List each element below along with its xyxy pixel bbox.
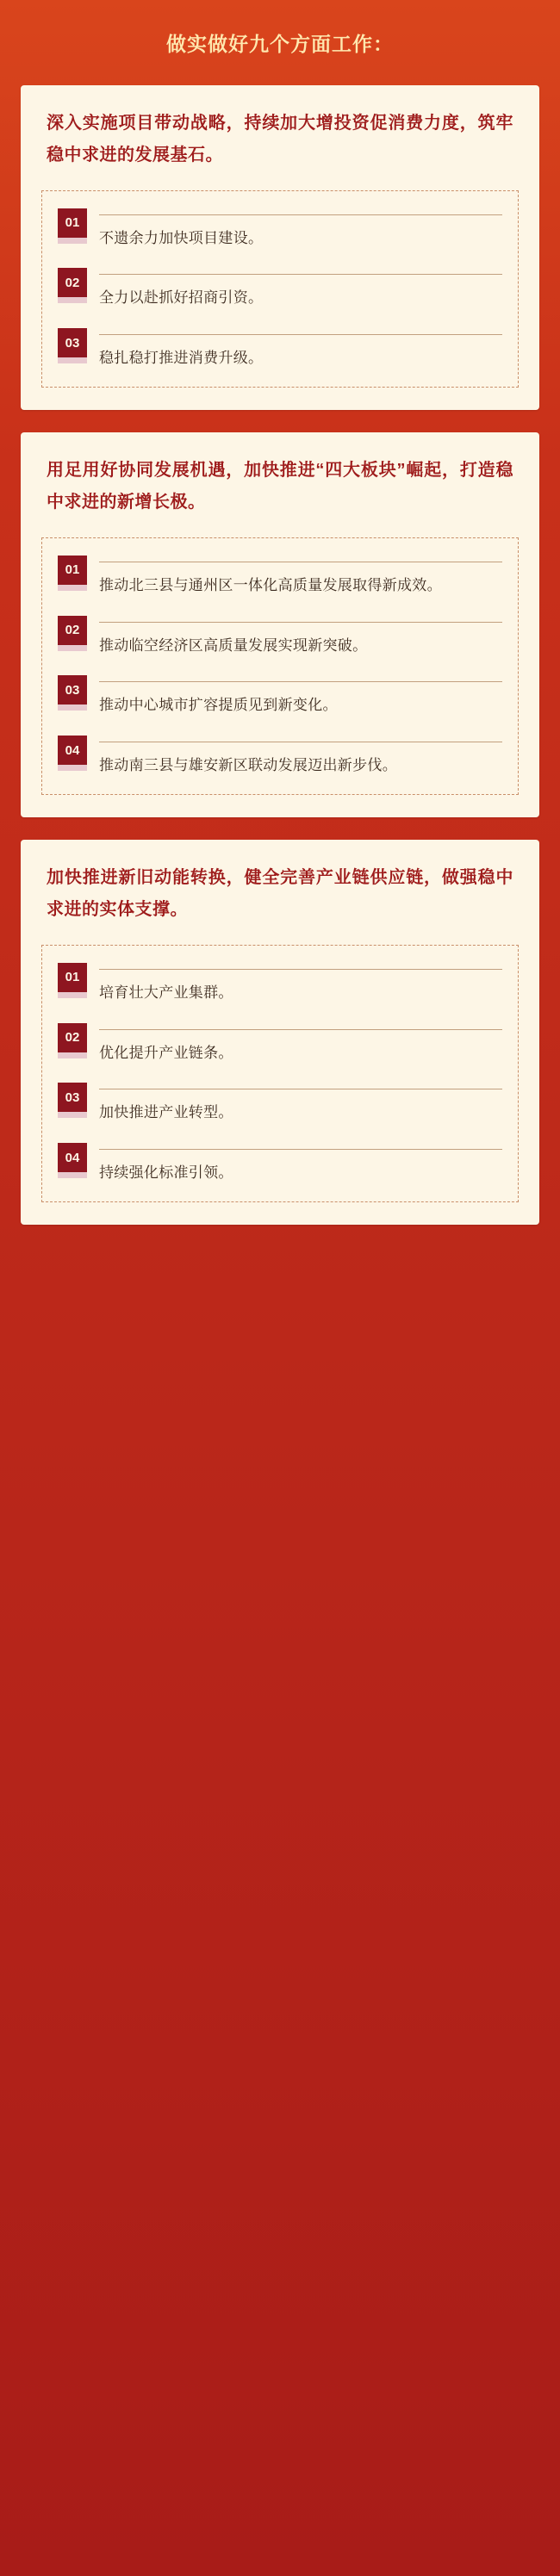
item-text: 稳扎稳打推进消费升级。 bbox=[99, 350, 264, 366]
item-text: 优化提升产业链条。 bbox=[99, 1044, 233, 1061]
item-body bbox=[99, 1081, 502, 1126]
item-body bbox=[99, 554, 502, 599]
item-number-block bbox=[58, 1021, 87, 1058]
section-card-2 bbox=[21, 432, 539, 817]
list-item bbox=[58, 614, 502, 659]
item-number-underline bbox=[58, 297, 87, 303]
item-number-underline bbox=[58, 585, 87, 591]
item-number: 01 bbox=[58, 556, 87, 585]
item-divider bbox=[99, 622, 502, 623]
item-number-underline bbox=[58, 238, 87, 244]
item-divider bbox=[99, 1149, 502, 1150]
item-text: 持续强化标准引领。 bbox=[99, 1164, 233, 1181]
item-number-block bbox=[58, 1081, 87, 1118]
item-number-block bbox=[58, 207, 87, 244]
list-item bbox=[58, 554, 502, 599]
item-number-block bbox=[58, 734, 87, 771]
item-divider bbox=[99, 1029, 502, 1030]
list-item bbox=[58, 1021, 502, 1066]
item-number-underline bbox=[58, 357, 87, 363]
item-number-underline bbox=[58, 992, 87, 998]
list-item bbox=[58, 266, 502, 311]
item-number-block bbox=[58, 961, 87, 998]
item-number-block bbox=[58, 1141, 87, 1178]
item-number-block bbox=[58, 614, 87, 651]
item-number-underline bbox=[58, 1052, 87, 1058]
list-item bbox=[58, 673, 502, 718]
item-body bbox=[99, 266, 502, 311]
item-body bbox=[99, 326, 502, 371]
item-body bbox=[99, 1141, 502, 1186]
item-number-block bbox=[58, 326, 87, 363]
item-divider bbox=[99, 681, 502, 682]
item-number: 03 bbox=[58, 1083, 87, 1112]
item-number-underline bbox=[58, 705, 87, 711]
item-number: 02 bbox=[58, 616, 87, 645]
item-body bbox=[99, 614, 502, 659]
list-item bbox=[58, 207, 502, 251]
item-text: 推动南三县与雄安新区联动发展迈出新步伐。 bbox=[99, 757, 397, 773]
item-body bbox=[99, 1021, 502, 1066]
list-item bbox=[58, 326, 502, 371]
item-number-underline bbox=[58, 645, 87, 651]
item-number: 01 bbox=[58, 208, 87, 238]
list-item bbox=[58, 1141, 502, 1186]
item-text: 推动临空经济区高质量发展实现新突破。 bbox=[99, 636, 368, 654]
item-number-underline bbox=[58, 765, 87, 771]
page-bottom-spacer bbox=[0, 1247, 560, 1256]
section-card-3 bbox=[21, 840, 539, 1225]
item-number: 03 bbox=[58, 675, 87, 705]
item-body bbox=[99, 961, 502, 1006]
item-text: 推动北三县与通州区一体化高质量发展取得新成效。 bbox=[99, 576, 442, 593]
poster-header bbox=[0, 0, 560, 85]
item-body bbox=[99, 207, 502, 251]
item-number: 01 bbox=[58, 963, 87, 992]
item-number-block bbox=[58, 554, 87, 591]
item-divider bbox=[99, 969, 502, 970]
section-items bbox=[41, 945, 519, 1202]
item-number-underline bbox=[58, 1172, 87, 1178]
item-number: 04 bbox=[58, 1143, 87, 1172]
item-text: 推动中心城市扩容提质见到新变化。 bbox=[99, 697, 338, 714]
item-number: 02 bbox=[58, 268, 87, 297]
item-text: 培育壮大产业集群。 bbox=[99, 984, 233, 1001]
section-items bbox=[41, 190, 519, 388]
list-item bbox=[58, 734, 502, 779]
list-item bbox=[58, 961, 502, 1006]
item-number-block bbox=[58, 266, 87, 303]
item-text: 全力以赴抓好招商引资。 bbox=[99, 289, 264, 307]
section-heading: 用足用好协同发展机遇，加快推进“四大板块”崛起，打造稳中求进的新增长极。 bbox=[47, 460, 513, 512]
item-number: 04 bbox=[58, 736, 87, 765]
item-body bbox=[99, 673, 502, 718]
item-number: 03 bbox=[58, 328, 87, 357]
section-heading: 加快推进新旧动能转换，健全完善产业链供应链，做强稳中求进的实体支撑。 bbox=[47, 867, 513, 919]
item-number: 02 bbox=[58, 1023, 87, 1052]
item-divider bbox=[99, 274, 502, 275]
item-body bbox=[99, 734, 502, 779]
section-heading: 深入实施项目带动战略，持续加大增投资促消费力度，筑牢稳中求进的发展基石。 bbox=[47, 113, 513, 164]
page-title: 做实做好九个方面工作： bbox=[166, 33, 394, 55]
item-text: 加快推进产业转型。 bbox=[99, 1104, 233, 1121]
item-number-underline bbox=[58, 1112, 87, 1118]
section-card-1 bbox=[21, 85, 539, 410]
item-divider bbox=[99, 334, 502, 335]
item-divider bbox=[99, 214, 502, 215]
list-item bbox=[58, 1081, 502, 1126]
item-number-block bbox=[58, 673, 87, 711]
section-items bbox=[41, 537, 519, 795]
item-text: 不遗余力加快项目建设。 bbox=[99, 229, 264, 246]
